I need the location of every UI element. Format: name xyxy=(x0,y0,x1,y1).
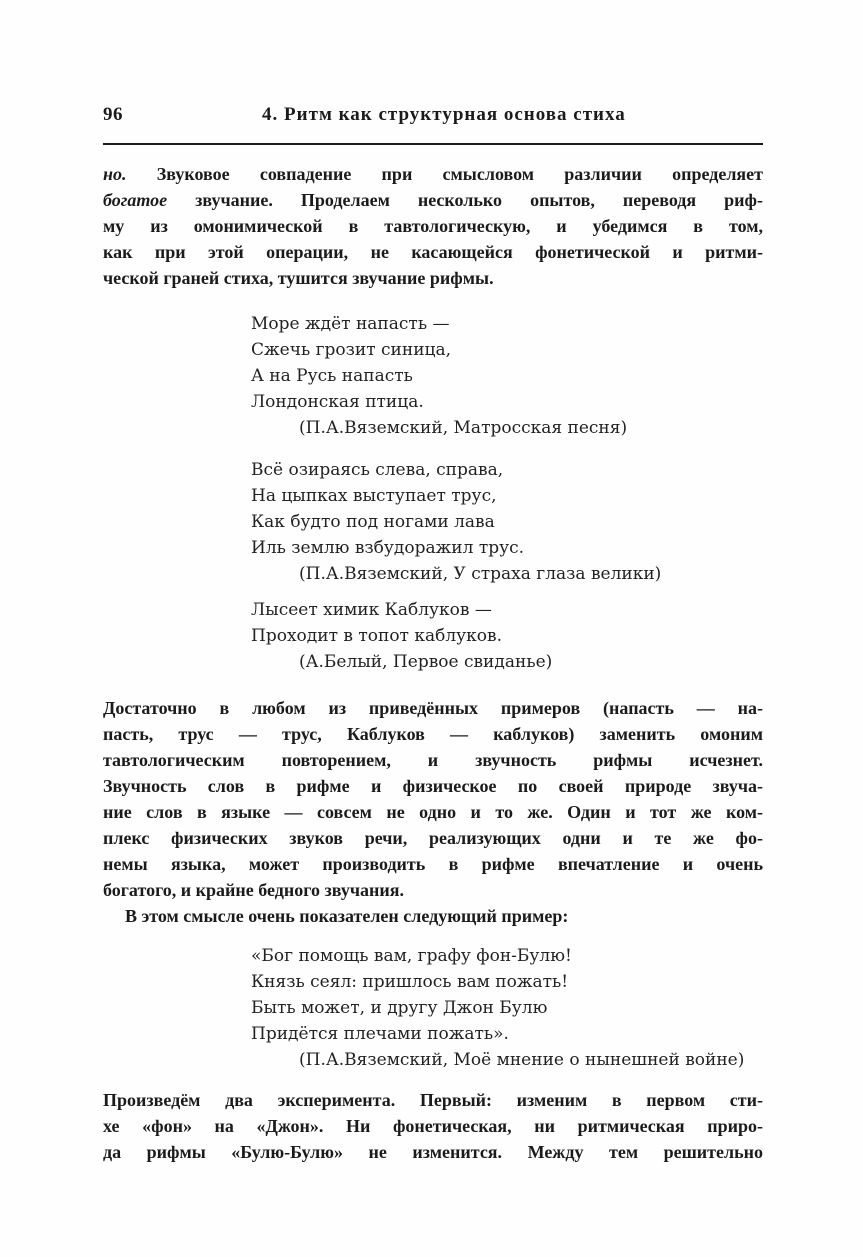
text-line: хе «фон» на «Джон». Ни фонетическая, ни ритмическая приро- xyxy=(103,1116,763,1136)
page-body xyxy=(103,161,763,1165)
text-line: как при этой операции, не касающейся фонетической и ритми- xyxy=(103,242,763,262)
text-line: му из омонимической в тавтологическую, и убедимся в том, xyxy=(103,216,763,236)
text-line: Достаточно в любом из приведённых примеров (напасть — на- xyxy=(103,698,763,718)
verse-line: Лысеет химик Каблуков — xyxy=(251,600,492,620)
text-line: да рифмы «Булю-Булю» не изменится. Между тем решительно xyxy=(103,1142,763,1162)
verse-line: Проходит в топот каблуков. xyxy=(251,626,502,646)
verse-pervoe-svidanye xyxy=(251,597,763,675)
verse-matrosskaya-pesnya xyxy=(251,311,763,441)
text-line: тавтологическим повторением, и звучность рифмы исчезнет. xyxy=(103,750,763,770)
verse-line: Князь сеял: пришлось вам пожать! xyxy=(251,972,569,992)
verse-line: Как будто под ногами лава xyxy=(251,512,495,532)
verse-line: А на Русь напасть xyxy=(251,366,413,386)
verse-moyo-mnenie-o-nyneshney-voyne xyxy=(251,943,763,1073)
verse-line: На цыпках выступает трус, xyxy=(251,486,497,506)
verse-attribution: (А.Белый, Первое свиданье) xyxy=(299,652,553,672)
verse-u-strakha-glaza-veliki xyxy=(251,457,763,587)
verse-line: Иль землю взбудоражил трус. xyxy=(251,538,525,558)
verse-line: Всё озираясь слева, справа, xyxy=(251,460,504,480)
paragraph-proizvedyom xyxy=(103,1087,763,1165)
text-line: ческой граней стиха, тушится звучание рифмы. xyxy=(103,268,494,288)
verse-line: «Бог помощь вам, графу фон-Булю! xyxy=(251,946,572,966)
verse-line: Сжечь грозит синица, xyxy=(251,340,452,360)
verse-line: Море ждёт напасть — xyxy=(251,314,450,334)
text-line: В этом смысле очень показателен следующий пример: xyxy=(125,906,569,926)
verse-line: Придётся плечами пожать». xyxy=(251,1024,509,1044)
text-line: но. Звуковое совпадение при смысловом различии определяет xyxy=(103,164,763,184)
page-number: 96 xyxy=(103,104,123,125)
text-line: богатое звучание. Проделаем несколько опытов, переводя риф- xyxy=(103,190,763,210)
text-line: ние слов в языке — совсем не одно и то же. Один и тот же ком- xyxy=(103,802,763,822)
header-divider xyxy=(103,143,763,145)
text-line: Звучность слов в рифме и физическое по своей природе звуча- xyxy=(103,776,763,796)
verse-line: Быть может, и другу Джон Булю xyxy=(251,998,548,1018)
verse-line: Лондонская птица. xyxy=(251,392,424,412)
running-title: 4. Ритм как структурная основа стиха xyxy=(262,104,626,125)
text-column xyxy=(103,104,763,1165)
text-line: Произведём два эксперимента. Первый: изменим в первом сти- xyxy=(103,1090,763,1110)
verse-attribution: (П.А.Вяземский, Матросская песня) xyxy=(299,418,628,438)
paragraph-dostatochno xyxy=(103,695,763,903)
text-line: немы языка, может производить в рифме впечатление и очень xyxy=(103,854,763,874)
paragraph-v-etom-smysle xyxy=(103,903,763,929)
paragraph-intro xyxy=(103,161,763,291)
text-line: пасть, трус — трус, Каблуков — каблуков) заменить омоним xyxy=(103,724,763,744)
page-header xyxy=(103,104,763,128)
verse-attribution: (П.А.Вяземский, Моё мнение о нынешней войне) xyxy=(299,1050,745,1070)
text-line: богатого, и крайне бедного звучания. xyxy=(103,880,404,900)
text-line: плекс физических звуков речи, реализующих одни и те же фо- xyxy=(103,828,763,848)
verse-attribution: (П.А.Вяземский, У страха глаза велики) xyxy=(299,564,662,584)
